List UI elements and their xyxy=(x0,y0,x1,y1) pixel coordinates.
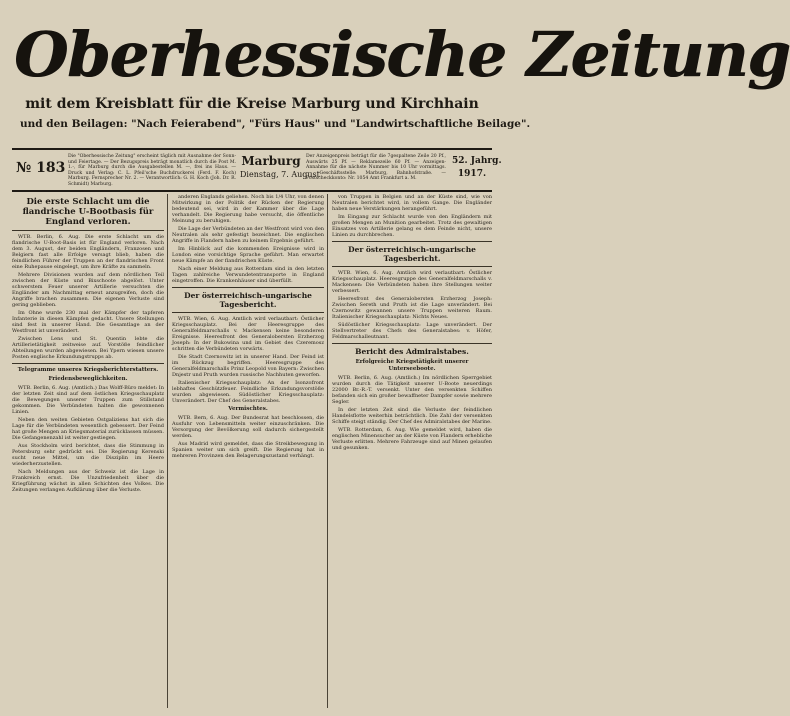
divider xyxy=(332,266,492,267)
article-paragraph: WTB. Rotterdam, 6. Aug. Wie gemeldet wird, haben die englischen Minensucher an der Küste von Flandern erhebliche Verluste erlitten. Mehrere Fahrzeuge sind auf Minen gelaufen und gesunken. xyxy=(332,427,492,451)
article-headline-flanders: Die erste Schlacht um die flandrische U-Bootbasis für England verloren. xyxy=(22,197,154,227)
section-subline: Erfolgreiche Kriegstätigkeit unserer Unterseeboote. xyxy=(355,359,469,372)
section-subline: Friedensbeweglichkeiten. xyxy=(48,376,128,382)
divider xyxy=(172,312,324,313)
article-headline-admiralty: Bericht des Admiralstabes. xyxy=(355,347,469,356)
section-headline: Telegramme unseres Kriegsberichterstatters. xyxy=(17,367,159,373)
masthead-rule-bottom xyxy=(12,190,492,192)
article-paragraph: WTB. Wien, 6. Aug. Amtlich wird verlautbart: Östlicher Kriegsschauplatz. Heeresgruppe des Generalfeldmarschalls v. Mackensen: Die Verbündeten haben ihre Stellungen weiter verbessert. xyxy=(332,270,492,294)
article-paragraph: Aus Stockholm wird berichtet, dass die Stimmung in Petersburg sehr gedrückt sei. Die Regierung Kerenski sucht neue Mittel, um die Disziplin im Heere wiederherzustellen. xyxy=(12,443,164,467)
issue-number: № 183 xyxy=(16,160,66,176)
masthead-rule-top xyxy=(12,148,492,150)
article-paragraph: WTB. Wien, 6. Aug. Amtlich wird verlautbart: Östlicher Kriegsschauplatz. Bei der Heeresgruppe des Generalfeldmarschalls v. Mackensen keine besonderen Ereignisse. Heeresfront des Generalobersten Erzherzog Joseph: In der Bukowina und im Gebiet des Czeremosz schritten die Verbündeten vorwärts. xyxy=(172,316,324,352)
article-headline-austro-hungarian: Der österreichisch-ungarische Tagesbericht. xyxy=(184,291,312,309)
column-separator-2 xyxy=(327,194,328,708)
article-paragraph: Im Eingang zur Schlacht wurde von den Engländern mit großen Mengen an Munition gearbeitet. Trotz des gewaltigen Einsatzes von Artillerie gelang es dem Feinde nicht, unsere Linien zu durchbrechen. xyxy=(332,214,492,238)
article-paragraph: In der letzten Zeit sind die Verluste der feindlichen Handelsflotte weiterhin beträchtlich. Die Zahl der versenkten Schiffe steigt ständig. Der Chef des Admiralstabes der Marine. xyxy=(332,407,492,425)
article-paragraph: Italienischer Kriegsschauplatz: An der Isonzofront lebhaftes Geschützfeuer. Feindliche Erkundungsvorstöße wurden abgewiesen. Südöstlicher Kriegsschauplatz: Unverändert. Der Chef des Generalstabes. xyxy=(172,380,324,404)
year: 1917. xyxy=(457,169,487,179)
divider xyxy=(172,287,324,288)
article-paragraph: WTB. Berlin, 6. Aug. Die erste Schlacht um die flandrische U-Boot-Basis ist für England verloren. Nach dem 3. August, der beiden Engländern, Franzosen und Belgiern fast alle Erfolge versagt blieb, haben die feindlichen Führer der Truppen an der flandrischen Front eine Ruhepause eingelegt, um ihre Kräfte zu sammeln. xyxy=(12,234,164,270)
column-separator-1 xyxy=(167,194,168,708)
masthead xyxy=(0,0,790,146)
article-paragraph: Nach Meldungen aus der Schweiz ist die Lage in Frankreich ernst. Die Unzufriedenheit über die Kriegführung wächst in allen Schichten des Volkes. Die Zeitungen verlangen Aufklärung über die Verluste. xyxy=(12,469,164,493)
dateline xyxy=(240,154,320,179)
article-paragraph: von Truppen in Belgien und an der Küste sind, wie von Neutralen berichtet wird, in vollem Gange. Die Engländer haben neue Verstärkungen herangeführt. xyxy=(332,194,492,212)
article-paragraph: Mehrere Divisionen wurden auf dem nördlichen Teil zwischen der Küste und Bixschoote abgelöst. Unter schwerstem Feuer unserer Artillerie versuchten die Engländer am Nachmittag erneut anzugreifen, doch die Angriffe brachen zusammen. Die eigenen Verluste sind gering geblieben. xyxy=(12,272,164,308)
newspaper-title: Oberhessische Zeitung xyxy=(14,18,790,91)
advertising-info: Der Anzeigenpreis beträgt für die 7gespaltene Zeile 20 Pf., Auswärts 25 Pf. — Reklamezeile 60 Pf. — Anzeigen-Annahme für die nächste Nummer bis 10 Uhr vormittags. — Geschäftsstelle: Marburg, Bahnhofstraße. — Postscheckkonto: Nr. 1054 Amt Frankfurt a. M. xyxy=(306,154,446,182)
article-paragraph: Nach einer Meldung aus Rotterdam sind in den letzten Tagen zahlreiche Verwundetentransporte in England eingetroffen. Die Krankenhäuser sind überfüllt. xyxy=(172,266,324,284)
article-paragraph: WTB. Berlin, 6. Aug. (Amtlich.) Das Wolff-Büro meldet: In der letzten Zeit sind auf dem östlichen Kriegsschauplatz die Bewegungen unserer Truppen zum Stillstand gekommen. Die Verbündeten halten die gewonnenen Linien. xyxy=(12,385,164,415)
article-paragraph: Neben den weiten Gebieten Ostgaliziens hat sich die Lage für die Verbündeten wesentlich gebessert. Der Feind hat große Mengen an Kriegsmaterial zurücklassen müssen. Die Gefangenenzahl ist weiter gestiegen. xyxy=(12,417,164,441)
divider xyxy=(12,363,164,364)
info-bar xyxy=(12,152,502,188)
article-paragraph: Im Hinblick auf die kommenden Ereignisse wird in London eine vorsichtige Sprache geführt. Man erwartet neue Kämpfe an der flandrischen Küste. xyxy=(172,246,324,264)
column-1 xyxy=(12,194,164,708)
article-paragraph: Aus Madrid wird gemeldet, dass die Streikbewegung in Spanien weiter um sich greift. Die Regierung hat in mehreren Provinzen den Belagerungszustand verhängt. xyxy=(172,441,324,459)
divider xyxy=(332,241,492,242)
year-box xyxy=(452,156,502,179)
column-3 xyxy=(332,194,492,708)
dateline-date: Dienstag, 7. August xyxy=(240,170,320,179)
article-paragraph: anderen Englands geliehen. Noch bis 1/4 Uhr, von denen Mitwirkung in der Politik der Rücken der Regierung bedeutend sei, wird in der Kammer über die Lage verhandelt. Die Regierung habe versucht, die öffentliche Meinung zu beruhigen. xyxy=(172,194,324,224)
article-paragraph: Heeresfront des Generalobersten Erzherzog Joseph: Zwischen Sereth und Pruth ist die Lage unverändert. Bei Czernowitz gewannen unsere Truppen weiteren Raum. Italienischer Kriegsschauplatz: Nichts Neues. xyxy=(332,296,492,320)
article-paragraph: Die Stadt Czernowitz ist in unserer Hand. Der Feind ist im Rückzug begriffen. Heeresgruppe des Generalfeldmarschalls Prinz Leopold von Bayern: Zwischen Dnjestr und Pruth wurden russische Nachhuten geworfen. xyxy=(172,354,324,378)
article-paragraph: Zwischen Lens und St. Quentin lebte die Artillerietätigkeit zeitweise auf. Vorstöße feindlicher Abteilungen wurden abgewiesen. Bei Ypern wiesen unsere Posten englische Erkundungstrupps ab. xyxy=(12,336,164,360)
column-2 xyxy=(172,194,324,708)
divider xyxy=(12,230,164,231)
dateline-town: Marburg xyxy=(241,154,301,168)
article-paragraph: Im Ohne wurde 230 mal der Kämpfer der tapferen Infanterie in diesen Kämpfen gedacht. Unsere Stellungen sind fest in unserer Hand. Die Gesamtlage an der Westfront ist unverändert. xyxy=(12,310,164,334)
article-headline-report: Der österreichisch-ungarische Tagesbericht. xyxy=(348,245,476,263)
subtitle-beilagen: und den Beilagen: "Nach Feierabend", "Fürs Haus" und "Landwirtschaftliche Beilage". xyxy=(20,118,531,130)
subscription-info: Die "Oberhessische Zeitung" erscheint täglich mit Ausnahme der Sonn- und Feiertage. — Der Bezugspreis beträgt monatlich durch die Post M. 1.-, für Marburg durch die Ausgabestellen M. —, frei ins Haus. — Druck und Verlag: C. L. Pfeil'sche Buchdruckerei (Ferd. F. Koch) Marburg. Fernsprecher Nr. 2. — Verantwortlich: G. H. Koch (Joh. Dr. R. Schmidt) Marburg. xyxy=(68,154,236,187)
article-paragraph: WTB. Bern, 6. Aug. Der Bundesrat hat beschlossen, die Ausfuhr von Lebensmitteln weiter einzuschränken. Die Versorgung der Bevölkerung soll dadurch sichergestellt werden. xyxy=(172,415,324,439)
section-headline: Vermischtes. xyxy=(228,406,268,412)
article-paragraph: Die Lage der Verbündeten an der Westfront wird von den Neutralen als sehr gefestigt bezeichnet. Die englischen Angriffe in Flandern haben zu keinem Ergebnis geführt. xyxy=(172,226,324,244)
article-paragraph: Südöstlicher Kriegsschauplatz: Lage unverändert. Der Stellvertreter des Chefs des Generalstabes: v. Höfer, Feldmarschalleutnant. xyxy=(332,322,492,340)
article-paragraph: WTB. Berlin, 6. Aug. (Amtlich.) Im nördlichen Sperrgebiet wurden durch die Tätigkeit unserer U-Boote neuerdings 22000 Br.-R.-T. versenkt. Unter den versenkten Schiffen befanden sich ein großer bewaffneter Dampfer sowie mehrere Segler. xyxy=(332,375,492,405)
divider xyxy=(332,343,492,344)
volume-label: 52. Jahrg. xyxy=(452,156,502,166)
subtitle-kreisblatt: mit dem Kreisblatt für die Kreise Marburg und Kirchhain xyxy=(25,96,479,112)
